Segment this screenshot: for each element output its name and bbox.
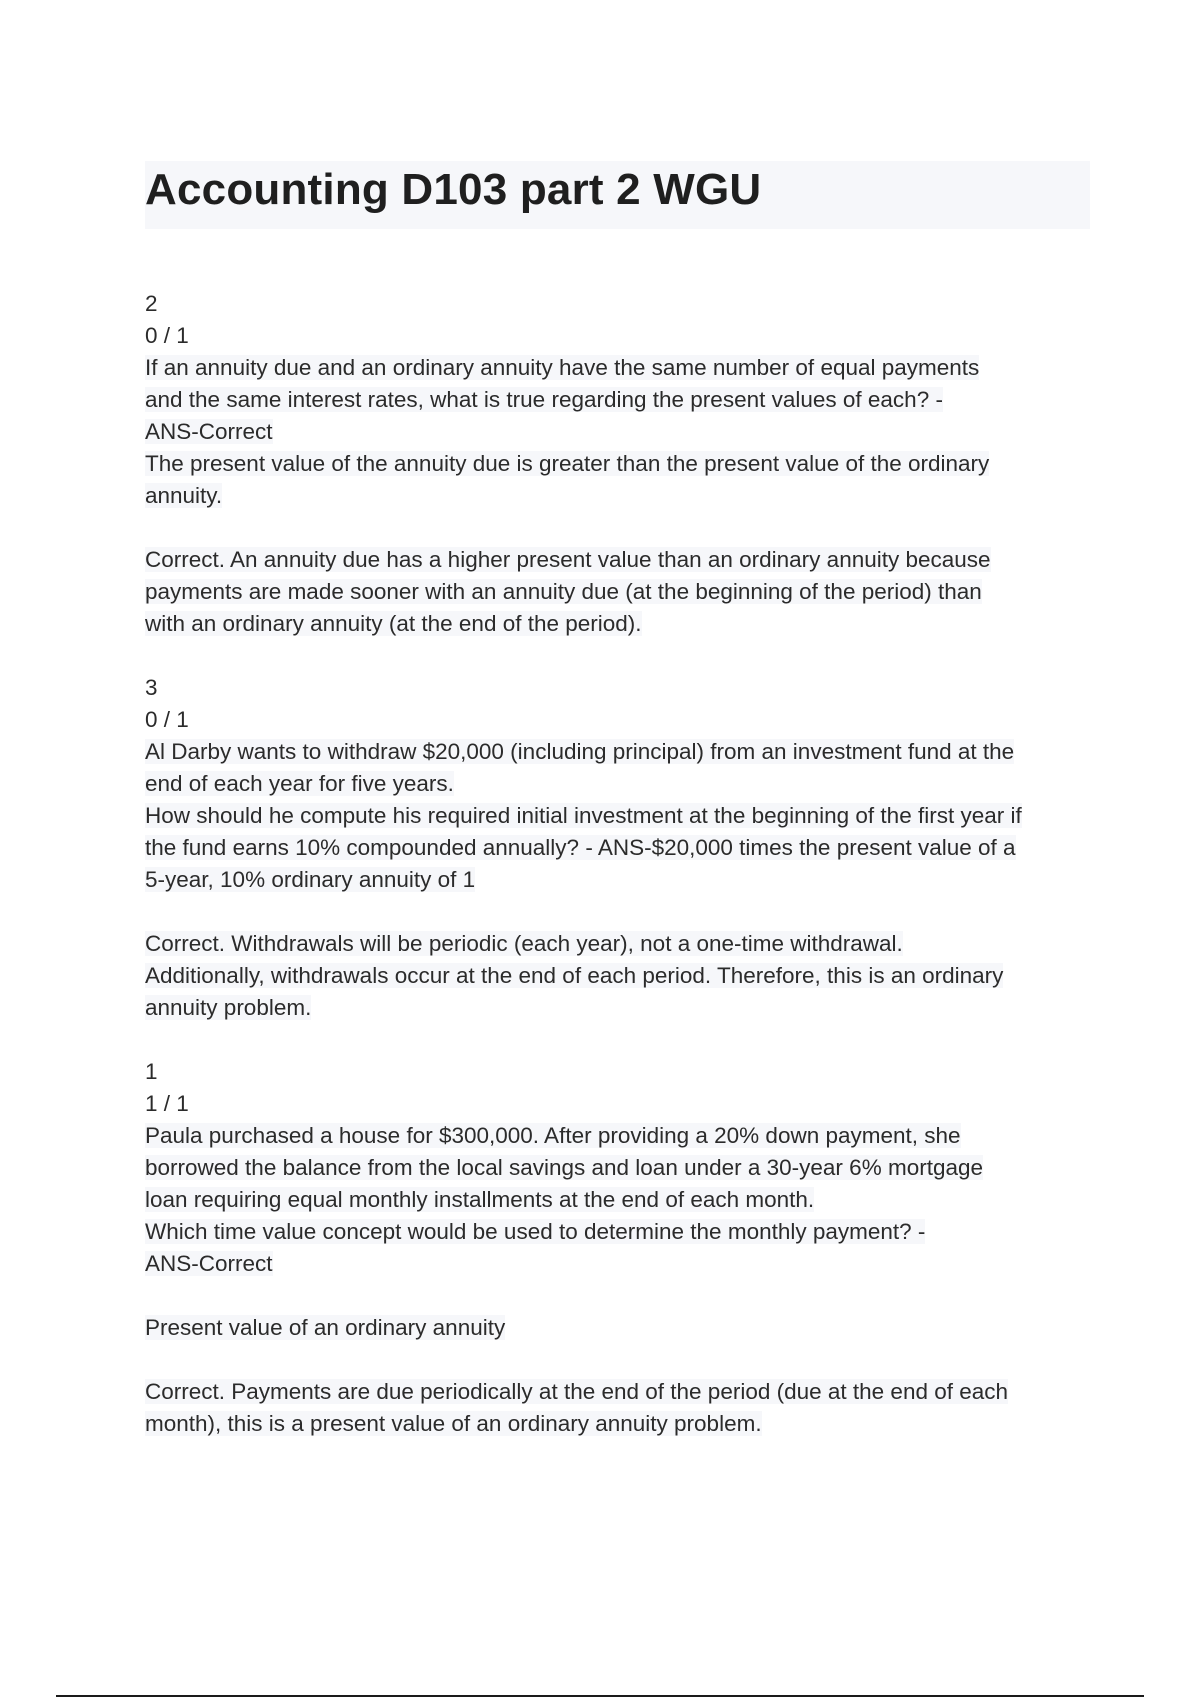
question-prompt-line: Which time value concept would be used to determine the monthly payment? - [145,1219,926,1244]
title-bar [145,161,1090,229]
question-prompt-line: 5-year, 10% ordinary annuity of 1 [145,867,476,892]
explanation-line: Correct. Withdrawals will be periodic (each year), not a one-time withdrawal. [145,931,903,956]
question-prompt-line: ANS-Correct [145,419,273,444]
explanation-line: annuity problem. [145,995,312,1020]
question-prompt-line: Al Darby wants to withdraw $20,000 (including principal) from an investment fund at the [145,739,1015,764]
question-number: 3 [145,675,158,700]
question-block [145,1056,1095,1440]
footer-rule [56,1695,1144,1697]
question-prompt-line: borrowed the balance from the local savings and loan under a 30-year 6% mortgage [145,1155,984,1180]
question-prompt-line: Paula purchased a house for $300,000. After providing a 20% down payment, she [145,1123,961,1148]
explanation-line: Correct. An annuity due has a higher present value than an ordinary annuity because [145,547,991,572]
question-prompt-line: loan requiring equal monthly installments at the end of each month. [145,1187,815,1212]
answer-line: annuity. [145,483,223,508]
explanation-line: Correct. Payments are due periodically at the end of the period (due at the end of each [145,1379,1009,1404]
question-prompt-line: and the same interest rates, what is true regarding the present values of each? - [145,387,943,412]
question-prompt-line: the fund earns 10% compounded annually? - ANS-$20,000 times the present value of a [145,835,1016,860]
document-body [145,288,1095,1472]
explanation-line: month), this is a present value of an ordinary annuity problem. [145,1411,762,1436]
question-score: 0 / 1 [145,707,189,732]
question-block [145,672,1095,1024]
question-number: 1 [145,1059,158,1084]
answer-line: The present value of the annuity due is greater than the present value of the ordinary [145,451,990,476]
question-number: 2 [145,291,158,316]
question-prompt-line: ANS-Correct [145,1251,273,1276]
question-prompt-line: How should he compute his required initial investment at the beginning of the first year if [145,803,1022,828]
page-title: Accounting D103 part 2 WGU [145,165,762,214]
explanation-line: with an ordinary annuity (at the end of the period). [145,611,642,636]
question-block [145,288,1095,640]
question-score: 0 / 1 [145,323,189,348]
answer-line: Present value of an ordinary annuity [145,1315,506,1340]
explanation-line: payments are made sooner with an annuity due (at the beginning of the period) than [145,579,982,604]
question-prompt-line: end of each year for five years. [145,771,454,796]
question-prompt-line: If an annuity due and an ordinary annuity have the same number of equal payments [145,355,980,380]
question-score: 1 / 1 [145,1091,189,1116]
explanation-line: Additionally, withdrawals occur at the end of each period. Therefore, this is an ordinary [145,963,1004,988]
